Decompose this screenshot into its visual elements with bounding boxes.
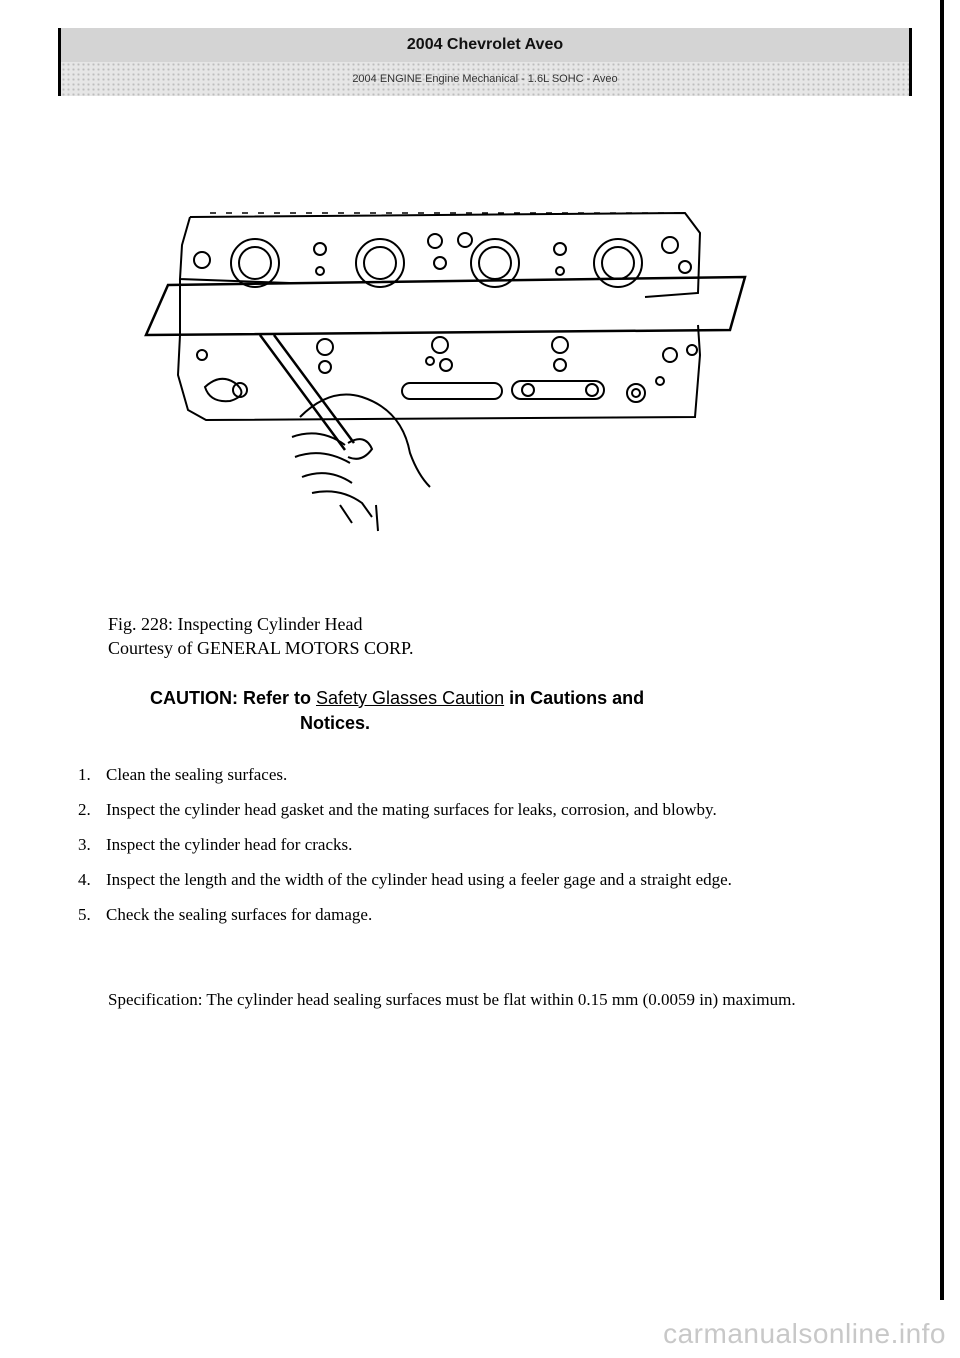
header-title: 2004 Chevrolet Aveo: [61, 28, 909, 62]
specification-label: Specification:: [108, 990, 203, 1009]
step-number: 1.: [78, 765, 91, 784]
list-item: [78, 903, 908, 926]
caution-line2: Notices.: [300, 713, 371, 733]
caution-prefix: CAUTION: Refer to: [150, 688, 311, 708]
cylinder-head-illustration: [140, 205, 760, 535]
step-text: Check the sealing surfaces for damage.: [106, 905, 373, 924]
step-text: Clean the sealing surfaces.: [106, 765, 288, 784]
step-number: 4.: [78, 870, 91, 889]
header-subtitle: 2004 ENGINE Engine Mechanical - 1.6L SOHC - Aveo: [61, 62, 909, 96]
figure-caption-credit: Courtesy of GENERAL MOTORS CORP.: [108, 638, 414, 658]
step-number: 2.: [78, 800, 91, 819]
caution-suffix: in Cautions and: [509, 688, 645, 708]
figure-caption-title: Fig. 228: Inspecting Cylinder Head: [108, 614, 363, 634]
specification-text: The cylinder head sealing surfaces must be flat within 0.15 mm (0.0059 in) maximum.: [206, 990, 796, 1009]
list-item: [78, 868, 908, 891]
procedure-steps: [78, 763, 908, 938]
page-border: [940, 0, 944, 1300]
step-text: Inspect the cylinder head for cracks.: [106, 835, 353, 854]
list-item: [78, 798, 908, 821]
list-item: [78, 763, 908, 786]
specification: [108, 986, 908, 1014]
watermark: carmanualsonline.info: [663, 1318, 946, 1349]
list-item: [78, 833, 908, 856]
caution-notice: [150, 686, 850, 736]
step-text: Inspect the length and the width of the cylinder head using a feeler gage and a straight edge.: [106, 870, 732, 889]
safety-glasses-caution-link[interactable]: Safety Glasses Caution: [316, 688, 505, 708]
figure-caption: [108, 612, 414, 660]
step-number: 3.: [78, 835, 91, 854]
page-header: [58, 28, 912, 96]
step-number: 5.: [78, 905, 91, 924]
step-text: Inspect the cylinder head gasket and the mating surfaces for leaks, corrosion, and blowby.: [106, 800, 717, 819]
